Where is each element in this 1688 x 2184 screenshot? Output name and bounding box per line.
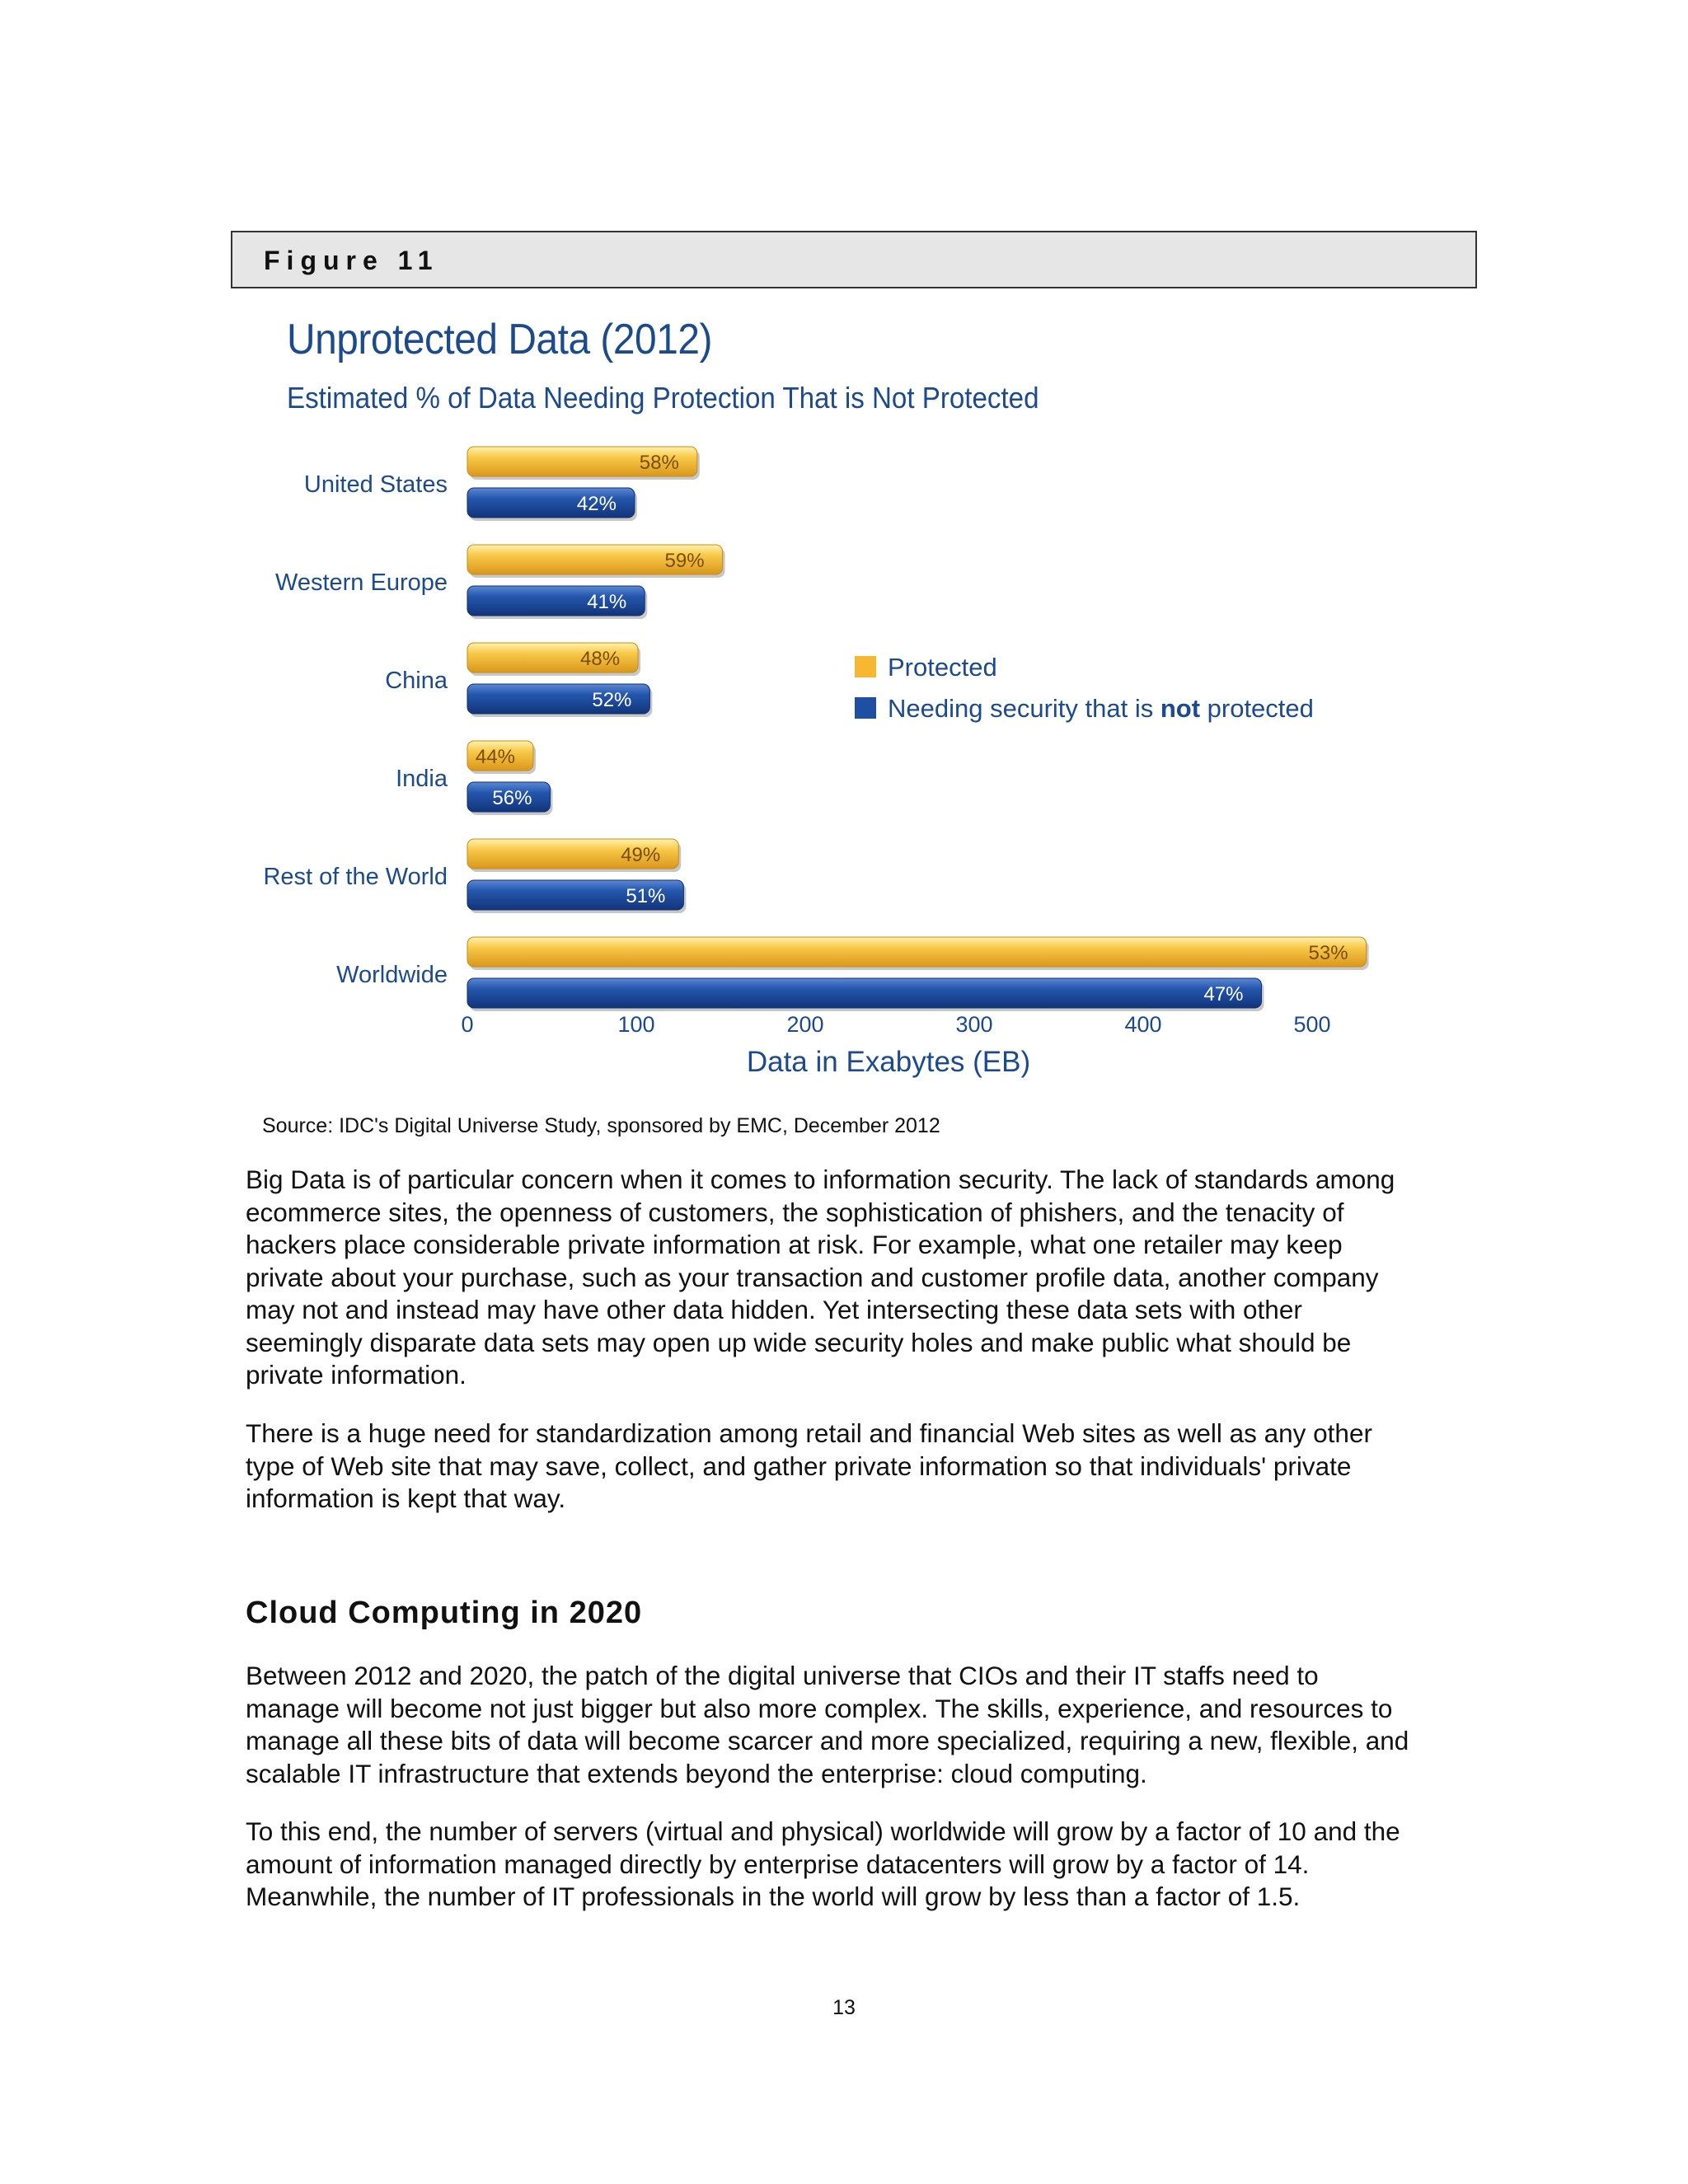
bar-value-label: 47% (1203, 983, 1244, 1005)
bar-protected (467, 937, 1367, 967)
x-tick-label: 100 (617, 1012, 655, 1037)
legend-text: protected (1200, 694, 1314, 723)
paragraph-standardization (246, 1418, 1482, 1516)
figure-source: Source: IDC's Digital Universe Study, sponsored by EMC, December 2012 (262, 1114, 940, 1137)
paragraph-line: type of Web site that may save, collect, and gather private information so that individuals' private (246, 1451, 1352, 1481)
paragraph-line: private information. (246, 1360, 467, 1390)
paragraph-line: There is a huge need for standardization among retail and financial Web sites as well as any other (246, 1418, 1372, 1448)
paragraph-line: hackers place considerable private information at risk. For example, what one retailer may keep (246, 1230, 1343, 1259)
bar-value-label: 49% (621, 844, 661, 866)
x-tick-label: 300 (955, 1012, 993, 1037)
bar-value-label: 58% (639, 452, 679, 474)
bar-value-label: 41% (587, 591, 627, 613)
category-label: Western Europe (274, 569, 448, 596)
paragraph-line: manage will become not just bigger but also more complex. The skills, experience, and resources to (246, 1693, 1393, 1723)
bar-not-protected (467, 978, 1262, 1008)
bar-value-label: 56% (492, 787, 532, 809)
figure-label: Figure 11 (264, 246, 439, 275)
paragraph-line: Big Data is of particular concern when it comes to information security. The lack of standards among (246, 1165, 1395, 1194)
category-label: China (385, 668, 448, 694)
paragraph-line: Meanwhile, the number of IT professionals in the world will grow by less than a factor of 1.5. (246, 1882, 1301, 1911)
x-tick-label: 0 (461, 1012, 474, 1037)
paragraph-line: scalable IT infrastructure that extends beyond the enterprise: cloud computing. (246, 1758, 1147, 1788)
paragraph-line: information is kept that way. (246, 1483, 566, 1513)
bar-value-label: 52% (592, 689, 632, 711)
paragraph-line: Between 2012 and 2020, the patch of the digital universe that CIOs and their IT staffs need to (246, 1661, 1319, 1690)
bar-value-label: 53% (1308, 942, 1348, 964)
bar-value-label: 51% (626, 885, 666, 907)
paragraph-line: private about your purchase, such as your transaction and customer profile data, another company (246, 1262, 1379, 1292)
x-tick-label: 200 (786, 1012, 824, 1037)
paragraph-line: ecommerce sites, the openness of customers, the sophistication of phishers, and the tenacity of (246, 1197, 1344, 1227)
chart-subtitle: Estimated % of Data Needing Protection That is Not Protected (287, 381, 1039, 415)
legend-swatch-protected (855, 656, 876, 677)
bar-value-label: 42% (576, 493, 617, 515)
paragraph-line: may not and instead may have other data hidden. Yet intersecting these data sets with other (246, 1295, 1302, 1324)
paragraph-line: To this end, the number of servers (virtual and physical) worldwide will grow by a factor of 10 and the (246, 1816, 1400, 1846)
paragraph-growth-factors (246, 1816, 1482, 1914)
paragraph-line: manage all these bits of data will become scarcer and more specialized, requiring a new, flexible, and (246, 1726, 1409, 1755)
bar-value-label: 48% (580, 648, 621, 670)
paragraph-line: seemingly disparate data sets may open up wide security holes and make public what should be (246, 1327, 1352, 1357)
page-number: 13 (832, 1996, 856, 2019)
paragraph-cloud-computing (246, 1660, 1482, 1790)
legend-label (888, 653, 997, 682)
category-label: Worldwide (336, 962, 448, 988)
category-label: India (396, 766, 448, 792)
legend-text-emphasis: not (1160, 694, 1201, 723)
legend-text: Needing security that is (888, 694, 1160, 723)
legend-label (888, 694, 1314, 723)
x-tick-label: 500 (1293, 1012, 1331, 1037)
legend-text: Protected (888, 653, 997, 682)
x-axis-label: Data in Exabytes (EB) (746, 1046, 1031, 1078)
paragraph-line: amount of information managed directly by enterprise datacenters will grow by a factor of 14. (246, 1849, 1310, 1879)
category-label: United States (303, 471, 448, 498)
category-label: Rest of the World (263, 864, 448, 890)
paragraph-big-data-security (246, 1164, 1482, 1392)
legend-swatch-not-protected (855, 697, 876, 719)
chart-title: Unprotected Data (2012) (287, 316, 712, 363)
x-tick-label: 400 (1124, 1012, 1162, 1037)
bar-value-label: 44% (475, 746, 515, 768)
section-heading: Cloud Computing in 2020 (246, 1596, 643, 1630)
bar-value-label: 59% (664, 550, 705, 572)
